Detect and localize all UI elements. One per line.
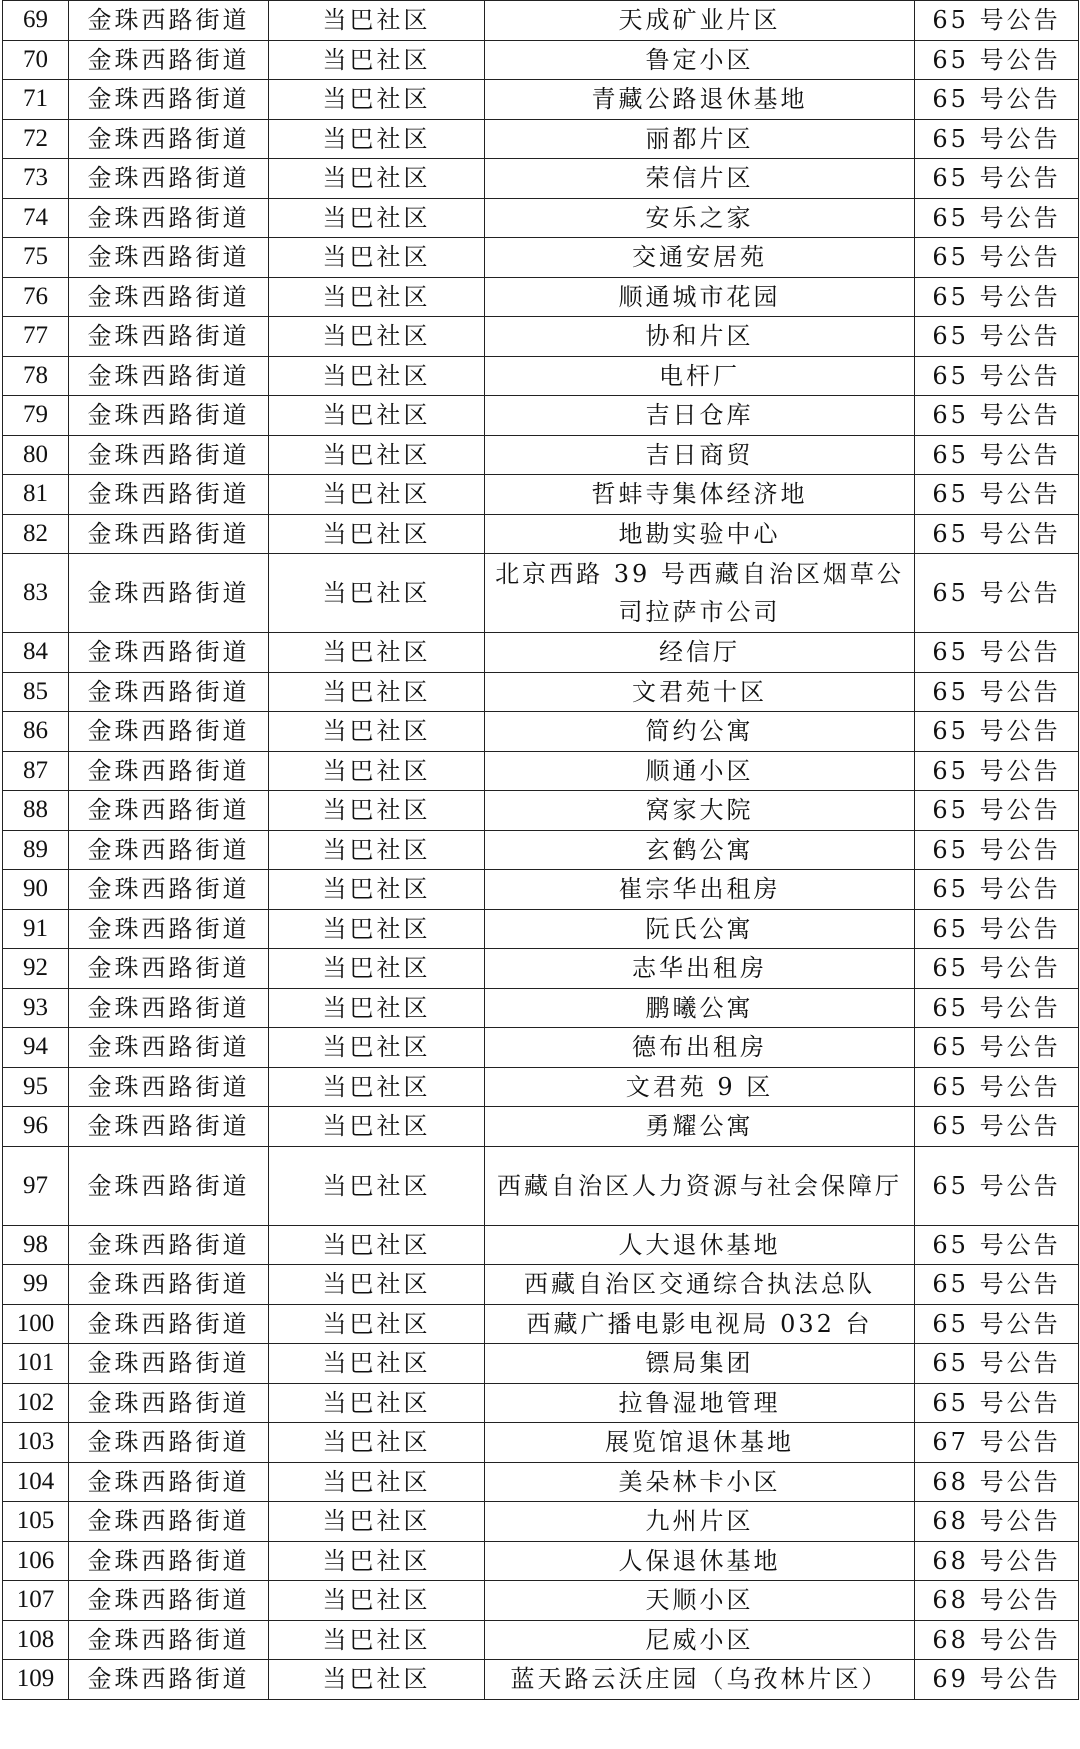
row-number-cell: 106 [3, 1541, 69, 1581]
table-row [3, 1660, 1079, 1700]
row-number-cell: 75 [3, 238, 69, 278]
area-name-cell: 西藏广播电影电视局 032 台 [485, 1304, 915, 1344]
table-row [3, 988, 1079, 1028]
area-name-cell: 简约公寓 [485, 712, 915, 752]
area-name-cell: 鲁定小区 [485, 40, 915, 80]
row-number-cell: 79 [3, 396, 69, 436]
table-row [3, 514, 1079, 554]
area-name-cell: 吉日商贸 [485, 435, 915, 475]
row-number-cell: 85 [3, 672, 69, 712]
area-name-cell: 西藏自治区人力资源与社会保障厅 [485, 1146, 915, 1225]
notice-cell: 65 号公告 [915, 277, 1079, 317]
row-number-cell: 95 [3, 1067, 69, 1107]
area-name-cell: 人大退休基地 [485, 1225, 915, 1265]
table-row [3, 1423, 1079, 1463]
row-number-cell: 96 [3, 1107, 69, 1147]
row-number-cell: 84 [3, 633, 69, 673]
row-number-cell: 78 [3, 356, 69, 396]
table-row [3, 712, 1079, 752]
row-number-cell: 99 [3, 1265, 69, 1305]
area-name-cell: 经信厅 [485, 633, 915, 673]
community-cell: 当巴社区 [269, 1462, 485, 1502]
area-name-cell: 哲蚌寺集体经济地 [485, 475, 915, 515]
area-name-cell: 天顺小区 [485, 1581, 915, 1621]
notice-cell: 65 号公告 [915, 119, 1079, 159]
notice-cell: 65 号公告 [915, 751, 1079, 791]
street-cell: 金珠西路街道 [69, 396, 269, 436]
street-cell: 金珠西路街道 [69, 475, 269, 515]
table-row [3, 80, 1079, 120]
row-number-cell: 108 [3, 1620, 69, 1660]
notice-cell: 65 号公告 [915, 238, 1079, 278]
notice-cell: 65 号公告 [915, 949, 1079, 989]
street-cell: 金珠西路街道 [69, 1146, 269, 1225]
notice-cell: 68 号公告 [915, 1462, 1079, 1502]
row-number-cell: 76 [3, 277, 69, 317]
notice-cell: 65 号公告 [915, 633, 1079, 673]
table-row [3, 870, 1079, 910]
table-row [3, 1581, 1079, 1621]
row-number-cell: 103 [3, 1423, 69, 1463]
notice-cell: 68 号公告 [915, 1502, 1079, 1542]
community-cell: 当巴社区 [269, 317, 485, 357]
row-number-cell: 72 [3, 119, 69, 159]
street-cell: 金珠西路街道 [69, 791, 269, 831]
table-row [3, 1462, 1079, 1502]
street-cell: 金珠西路街道 [69, 1660, 269, 1700]
street-cell: 金珠西路街道 [69, 1581, 269, 1621]
street-cell: 金珠西路街道 [69, 1502, 269, 1542]
community-cell: 当巴社区 [269, 949, 485, 989]
notice-cell: 68 号公告 [915, 1581, 1079, 1621]
notice-cell: 65 号公告 [915, 475, 1079, 515]
area-name-cell: 志华出租房 [485, 949, 915, 989]
area-name-cell: 崔宗华出租房 [485, 870, 915, 910]
table-row [3, 356, 1079, 396]
row-number-cell: 98 [3, 1225, 69, 1265]
table-row [3, 1265, 1079, 1305]
table-row [3, 633, 1079, 673]
community-cell: 当巴社区 [269, 80, 485, 120]
notice-cell: 65 号公告 [915, 672, 1079, 712]
notice-cell: 67 号公告 [915, 1423, 1079, 1463]
row-number-cell: 87 [3, 751, 69, 791]
table-row [3, 119, 1079, 159]
community-cell: 当巴社区 [269, 277, 485, 317]
row-number-cell: 70 [3, 40, 69, 80]
community-cell: 当巴社区 [269, 1620, 485, 1660]
area-name-cell: 天成矿业片区 [485, 1, 915, 41]
notice-cell: 65 号公告 [915, 1067, 1079, 1107]
row-number-cell: 90 [3, 870, 69, 910]
community-cell: 当巴社区 [269, 554, 485, 633]
street-cell: 金珠西路街道 [69, 1067, 269, 1107]
area-name-cell: 美朵林卡小区 [485, 1462, 915, 1502]
notice-cell: 65 号公告 [915, 554, 1079, 633]
street-cell: 金珠西路街道 [69, 277, 269, 317]
table-row [3, 554, 1079, 633]
area-name-cell: 镖局集团 [485, 1344, 915, 1384]
table-row [3, 198, 1079, 238]
notice-cell: 65 号公告 [915, 317, 1079, 357]
table-row [3, 1344, 1079, 1384]
community-cell: 当巴社区 [269, 1304, 485, 1344]
row-number-cell: 105 [3, 1502, 69, 1542]
street-cell: 金珠西路街道 [69, 1344, 269, 1384]
row-number-cell: 74 [3, 198, 69, 238]
row-number-cell: 73 [3, 159, 69, 199]
notice-cell: 65 号公告 [915, 514, 1079, 554]
row-number-cell: 93 [3, 988, 69, 1028]
community-cell: 当巴社区 [269, 1502, 485, 1542]
notice-cell: 65 号公告 [915, 1146, 1079, 1225]
community-cell: 当巴社区 [269, 1265, 485, 1305]
notice-cell: 65 号公告 [915, 830, 1079, 870]
street-cell: 金珠西路街道 [69, 1, 269, 41]
community-cell: 当巴社区 [269, 40, 485, 80]
row-number-cell: 104 [3, 1462, 69, 1502]
street-cell: 金珠西路街道 [69, 830, 269, 870]
street-cell: 金珠西路街道 [69, 712, 269, 752]
row-number-cell: 71 [3, 80, 69, 120]
community-cell: 当巴社区 [269, 870, 485, 910]
area-name-cell: 地勘实验中心 [485, 514, 915, 554]
area-name-cell: 拉鲁湿地管理 [485, 1383, 915, 1423]
community-cell: 当巴社区 [269, 1146, 485, 1225]
street-cell: 金珠西路街道 [69, 672, 269, 712]
community-cell: 当巴社区 [269, 1660, 485, 1700]
row-number-cell: 81 [3, 475, 69, 515]
street-cell: 金珠西路街道 [69, 435, 269, 475]
row-number-cell: 107 [3, 1581, 69, 1621]
notice-cell: 65 号公告 [915, 356, 1079, 396]
area-name-cell: 蓝天路云沃庄园（乌孜林片区） [485, 1660, 915, 1700]
community-cell: 当巴社区 [269, 672, 485, 712]
notice-cell: 65 号公告 [915, 435, 1079, 475]
area-name-cell: 窝家大院 [485, 791, 915, 831]
community-cell: 当巴社区 [269, 475, 485, 515]
area-name-cell: 丽都片区 [485, 119, 915, 159]
row-number-cell: 102 [3, 1383, 69, 1423]
notice-cell: 65 号公告 [915, 80, 1079, 120]
notice-cell: 65 号公告 [915, 159, 1079, 199]
street-cell: 金珠西路街道 [69, 198, 269, 238]
row-number-cell: 109 [3, 1660, 69, 1700]
community-cell: 当巴社区 [269, 396, 485, 436]
street-cell: 金珠西路街道 [69, 1462, 269, 1502]
community-cell: 当巴社区 [269, 198, 485, 238]
street-cell: 金珠西路街道 [69, 159, 269, 199]
notice-cell: 65 号公告 [915, 909, 1079, 949]
community-cell: 当巴社区 [269, 1225, 485, 1265]
notice-cell: 65 号公告 [915, 396, 1079, 436]
community-cell: 当巴社区 [269, 751, 485, 791]
table-row [3, 1620, 1079, 1660]
street-cell: 金珠西路街道 [69, 633, 269, 673]
table-row [3, 1541, 1079, 1581]
area-name-cell: 顺通小区 [485, 751, 915, 791]
row-number-cell: 82 [3, 514, 69, 554]
area-name-cell: 北京西路 39 号西藏自治区烟草公司拉萨市公司 [485, 554, 915, 633]
community-cell: 当巴社区 [269, 1107, 485, 1147]
table-row [3, 277, 1079, 317]
street-cell: 金珠西路街道 [69, 949, 269, 989]
row-number-cell: 89 [3, 830, 69, 870]
street-cell: 金珠西路街道 [69, 514, 269, 554]
community-cell: 当巴社区 [269, 238, 485, 278]
table-body [3, 1, 1079, 1700]
row-number-cell: 92 [3, 949, 69, 989]
street-cell: 金珠西路街道 [69, 1620, 269, 1660]
area-name-cell: 九州片区 [485, 1502, 915, 1542]
area-name-cell: 德布出租房 [485, 1028, 915, 1068]
row-number-cell: 101 [3, 1344, 69, 1384]
street-cell: 金珠西路街道 [69, 988, 269, 1028]
street-cell: 金珠西路街道 [69, 554, 269, 633]
community-cell: 当巴社区 [269, 633, 485, 673]
notice-cell: 68 号公告 [915, 1541, 1079, 1581]
notice-cell: 65 号公告 [915, 1304, 1079, 1344]
area-name-cell: 吉日仓库 [485, 396, 915, 436]
row-number-cell: 88 [3, 791, 69, 831]
row-number-cell: 77 [3, 317, 69, 357]
community-cell: 当巴社区 [269, 1028, 485, 1068]
notice-cell: 65 号公告 [915, 1225, 1079, 1265]
street-cell: 金珠西路街道 [69, 356, 269, 396]
notice-cell: 69 号公告 [915, 1660, 1079, 1700]
street-cell: 金珠西路街道 [69, 870, 269, 910]
street-cell: 金珠西路街道 [69, 80, 269, 120]
table-row [3, 475, 1079, 515]
row-number-cell: 97 [3, 1146, 69, 1225]
area-name-cell: 青藏公路退休基地 [485, 80, 915, 120]
row-number-cell: 83 [3, 554, 69, 633]
street-cell: 金珠西路街道 [69, 751, 269, 791]
community-cell: 当巴社区 [269, 988, 485, 1028]
table-row [3, 672, 1079, 712]
community-cell: 当巴社区 [269, 1383, 485, 1423]
community-cell: 当巴社区 [269, 356, 485, 396]
table-row [3, 238, 1079, 278]
table-row [3, 909, 1079, 949]
street-cell: 金珠西路街道 [69, 119, 269, 159]
notice-cell: 65 号公告 [915, 1028, 1079, 1068]
notice-cell: 65 号公告 [915, 198, 1079, 238]
area-name-cell: 文君苑 9 区 [485, 1067, 915, 1107]
row-number-cell: 69 [3, 1, 69, 41]
notice-cell: 65 号公告 [915, 712, 1079, 752]
document-table-container [2, 0, 1078, 1700]
row-number-cell: 94 [3, 1028, 69, 1068]
table-row [3, 396, 1079, 436]
area-name-cell: 荣信片区 [485, 159, 915, 199]
table-row [3, 1067, 1079, 1107]
notice-cell: 65 号公告 [915, 1265, 1079, 1305]
street-cell: 金珠西路街道 [69, 40, 269, 80]
street-cell: 金珠西路街道 [69, 1304, 269, 1344]
table-row [3, 1304, 1079, 1344]
notice-cell: 65 号公告 [915, 1107, 1079, 1147]
community-cell: 当巴社区 [269, 791, 485, 831]
table-row [3, 1225, 1079, 1265]
community-cell: 当巴社区 [269, 1, 485, 41]
community-cell: 当巴社区 [269, 1344, 485, 1384]
table-row [3, 1107, 1079, 1147]
notice-cell: 65 号公告 [915, 1, 1079, 41]
table-row [3, 1383, 1079, 1423]
table-row [3, 830, 1079, 870]
row-number-cell: 80 [3, 435, 69, 475]
area-name-cell: 交通安居苑 [485, 238, 915, 278]
area-name-cell: 展览馆退休基地 [485, 1423, 915, 1463]
street-cell: 金珠西路街道 [69, 909, 269, 949]
area-name-cell: 鹏曦公寓 [485, 988, 915, 1028]
area-name-cell: 勇耀公寓 [485, 1107, 915, 1147]
area-name-cell: 顺通城市花园 [485, 277, 915, 317]
table-row [3, 40, 1079, 80]
area-name-cell: 协和片区 [485, 317, 915, 357]
notice-cell: 65 号公告 [915, 1344, 1079, 1384]
table-row [3, 1, 1079, 41]
community-cell: 当巴社区 [269, 435, 485, 475]
table-row [3, 751, 1079, 791]
table-row [3, 1028, 1079, 1068]
community-cell: 当巴社区 [269, 909, 485, 949]
row-number-cell: 86 [3, 712, 69, 752]
community-cell: 当巴社区 [269, 159, 485, 199]
area-name-cell: 玄鹤公寓 [485, 830, 915, 870]
community-cell: 当巴社区 [269, 1581, 485, 1621]
notice-cell: 68 号公告 [915, 1620, 1079, 1660]
table-row [3, 435, 1079, 475]
area-list-table [2, 0, 1079, 1700]
area-name-cell: 阮氏公寓 [485, 909, 915, 949]
community-cell: 当巴社区 [269, 1067, 485, 1107]
area-name-cell: 人保退休基地 [485, 1541, 915, 1581]
area-name-cell: 安乐之家 [485, 198, 915, 238]
street-cell: 金珠西路街道 [69, 1107, 269, 1147]
community-cell: 当巴社区 [269, 1423, 485, 1463]
table-row [3, 317, 1079, 357]
notice-cell: 65 号公告 [915, 791, 1079, 831]
street-cell: 金珠西路街道 [69, 238, 269, 278]
street-cell: 金珠西路街道 [69, 317, 269, 357]
table-row [3, 791, 1079, 831]
street-cell: 金珠西路街道 [69, 1265, 269, 1305]
street-cell: 金珠西路街道 [69, 1383, 269, 1423]
area-name-cell: 西藏自治区交通综合执法总队 [485, 1265, 915, 1305]
row-number-cell: 91 [3, 909, 69, 949]
notice-cell: 65 号公告 [915, 40, 1079, 80]
notice-cell: 65 号公告 [915, 988, 1079, 1028]
area-name-cell: 文君苑十区 [485, 672, 915, 712]
community-cell: 当巴社区 [269, 1541, 485, 1581]
table-row [3, 1146, 1079, 1225]
street-cell: 金珠西路街道 [69, 1225, 269, 1265]
notice-cell: 65 号公告 [915, 870, 1079, 910]
community-cell: 当巴社区 [269, 830, 485, 870]
notice-cell: 65 号公告 [915, 1383, 1079, 1423]
community-cell: 当巴社区 [269, 712, 485, 752]
row-number-cell: 100 [3, 1304, 69, 1344]
area-name-cell: 尼威小区 [485, 1620, 915, 1660]
table-row [3, 159, 1079, 199]
area-name-cell: 电杆厂 [485, 356, 915, 396]
community-cell: 当巴社区 [269, 119, 485, 159]
street-cell: 金珠西路街道 [69, 1541, 269, 1581]
community-cell: 当巴社区 [269, 514, 485, 554]
street-cell: 金珠西路街道 [69, 1028, 269, 1068]
table-row [3, 949, 1079, 989]
street-cell: 金珠西路街道 [69, 1423, 269, 1463]
table-row [3, 1502, 1079, 1542]
